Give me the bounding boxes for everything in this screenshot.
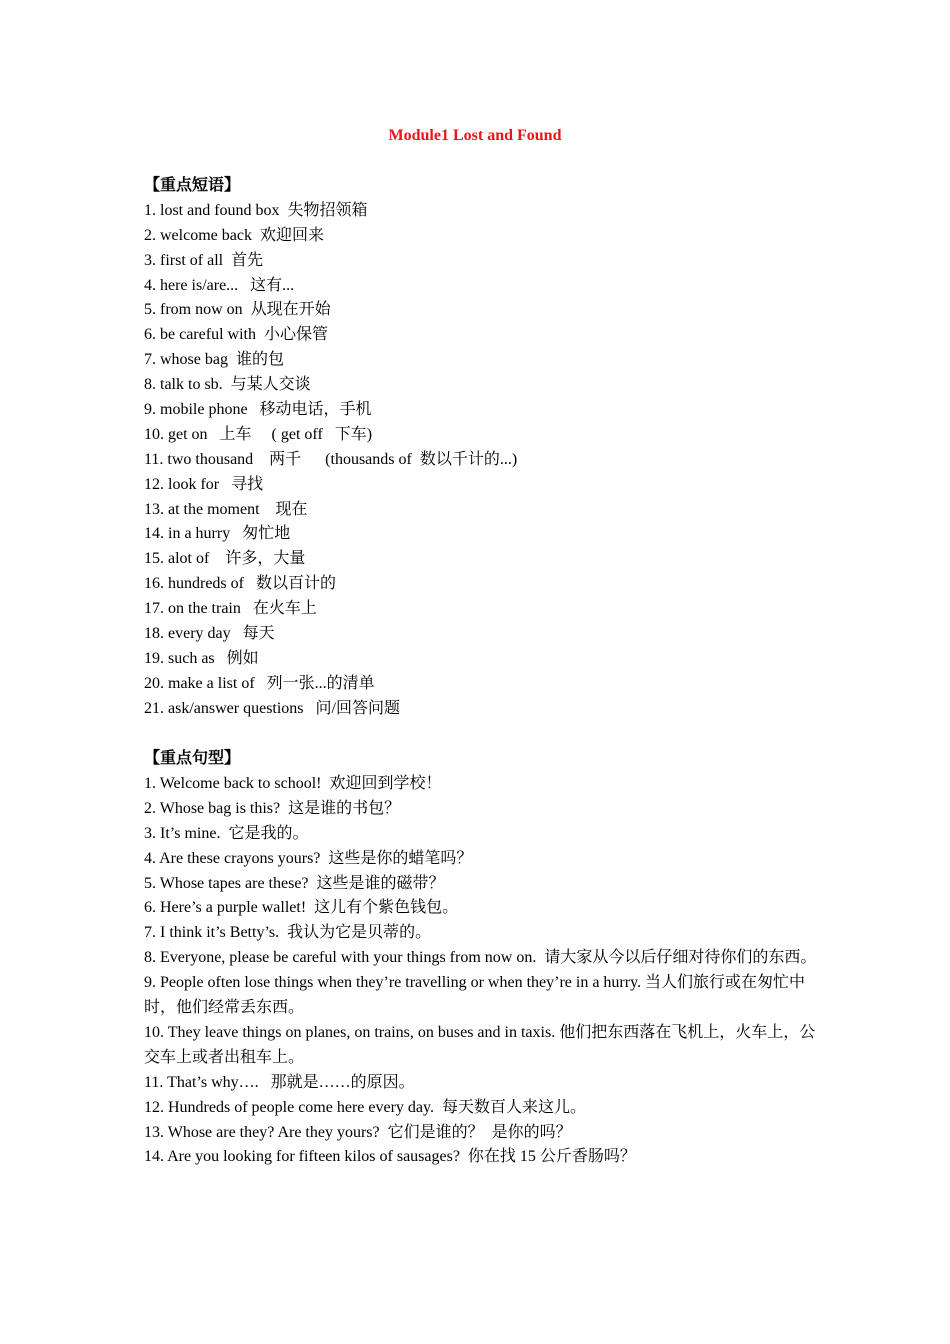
phrase-item: 10. get on 上车 ( get off 下车) (144, 425, 373, 443)
phrase-item: 11. two thousand 两千 (thousands of 数以千计的...) (144, 450, 518, 468)
sentence-item: 2. Whose bag is this? 这是谁的书包？ (144, 799, 401, 817)
sentence-item: 11. That’s why…. 那就是……的原因。 (144, 1073, 415, 1091)
phrase-item: 3. first of all 首先 (144, 251, 264, 269)
phrase-item: 17. on the train 在火车上 (144, 600, 317, 618)
document-title: Module1 Lost and Found (388, 127, 562, 144)
phrase-item: 20. make a list of 列一张...的清单 (144, 674, 375, 692)
phrase-item: 5. from now on 从现在开始 (144, 301, 331, 319)
phrase-item: 4. here is/are... 这有... (144, 276, 295, 294)
sentence-item: 3. It’s mine. 它是我的。 (144, 824, 309, 842)
phrase-item: 7. whose bag 谁的包 (144, 351, 284, 369)
phrase-item: 13. at the moment 现在 (144, 500, 308, 518)
phrase-item: 8. talk to sb. 与某人交谈 (144, 376, 311, 394)
phrase-item: 9. mobile phone 移动电话，手机 (144, 401, 372, 419)
sentence-item: 9. People often lose things when they’re travelling or when they’re in a hurry. 当人们旅行或在匆忙中时，他们经常丢东西。 (144, 974, 806, 1017)
sentence-item: 12. Hundreds of people come here every day. 每天数百人来这儿。 (144, 1098, 586, 1116)
phrase-item: 19. such as 例如 (144, 649, 259, 667)
phrase-item: 18. every day 每天 (144, 625, 275, 643)
phrase-item: 21. ask/answer questions 问/回答问题 (144, 699, 400, 717)
phrase-item: 16. hundreds of 数以百计的 (144, 575, 336, 593)
phrase-item: 1. lost and found box 失物招领箱 (144, 201, 368, 219)
sentence-item: 10. They leave things on planes, on trains, on buses and in taxis. 他们把东西落在飞机上，火车上，公交车上或者出租车上。 (144, 1023, 816, 1066)
sentence-item: 8. Everyone, please be careful with your things from now on. 请大家从今以后仔细对待你们的东西。 (144, 949, 817, 967)
sentence-item: 4. Are these crayons yours? 这些是你的蜡笔吗？ (144, 849, 473, 867)
key-sentences-section (144, 747, 824, 1170)
key-phrases-section (144, 174, 824, 722)
phrase-item: 6. be careful with 小心保管 (144, 326, 328, 344)
key-sentences-heading: 【重点句型】 (144, 750, 241, 767)
sentence-item: 6. Here’s a purple wallet! 这儿有个紫色钱包。 (144, 899, 459, 917)
phrase-item: 14. in a hurry 匆忙地 (144, 525, 291, 543)
sentence-item: 1. Welcome back to school! 欢迎回到学校！ (144, 774, 442, 792)
phrase-item: 2. welcome back 欢迎回来 (144, 226, 324, 244)
sentence-item: 5. Whose tapes are these? 这些是谁的磁带？ (144, 874, 445, 892)
phrase-item: 12. look for 寻找 (144, 475, 264, 493)
sentence-item: 14. Are you looking for fifteen kilos of sausages? 你在找 15 公斤香肠吗？ (144, 1148, 636, 1166)
sentence-item: 7. I think it’s Betty’s. 我认为它是贝蒂的。 (144, 924, 432, 942)
key-phrases-heading: 【重点短语】 (144, 177, 241, 194)
sentence-item: 13. Whose are they? Are they yours? 它们是谁的？ 是你的吗？ (144, 1123, 572, 1141)
phrase-item: 15. alot of 许多，大量 (144, 550, 306, 568)
